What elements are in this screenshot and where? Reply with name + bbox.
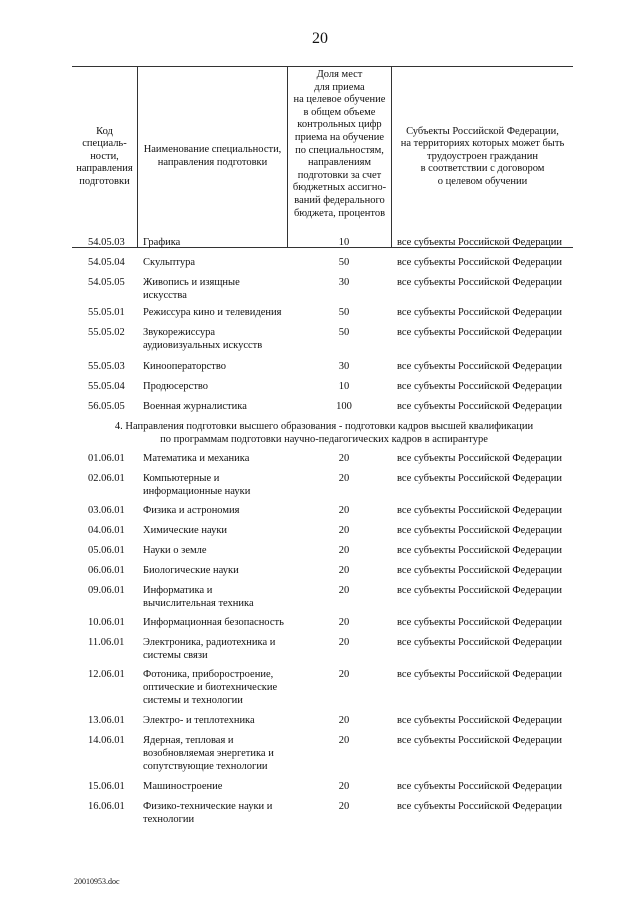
row-share: 20	[338, 669, 350, 680]
row-code: 55.05.03	[88, 361, 125, 372]
table-row	[0, 734, 640, 780]
table-row	[0, 326, 640, 360]
table-row	[0, 800, 640, 824]
table-row	[0, 276, 640, 306]
row-code: 11.06.01	[88, 637, 125, 648]
row-share: 20	[338, 525, 350, 536]
row-code: 56.05.05	[88, 401, 125, 412]
table-row	[0, 504, 640, 524]
table-row	[0, 668, 640, 714]
row-name: Живопись и изящные искусства	[143, 277, 240, 301]
row-regions: все субъекты Российской Федерации	[397, 401, 562, 412]
row-code: 55.05.02	[88, 327, 125, 338]
table-row	[0, 616, 640, 636]
row-code: 04.06.01	[88, 525, 125, 536]
row-regions: все субъекты Российской Федерации	[397, 565, 562, 576]
page-number: 20	[312, 30, 328, 47]
header-regions: Субъекты Российской Федерации, на территориях которых может быть трудоустроен гражданин в соответствии с договором о целевом обучении	[400, 125, 565, 187]
row-name: Физика и астрономия	[143, 505, 240, 516]
table-header	[72, 66, 573, 248]
row-name: Скульптура	[143, 257, 196, 268]
row-code: 01.06.01	[88, 453, 125, 464]
row-regions: все субъекты Российской Федерации	[397, 473, 562, 484]
row-name: Режиссура кино и телевидения	[143, 307, 282, 318]
row-share: 30	[338, 277, 350, 288]
row-code: 10.06.01	[88, 617, 125, 628]
table-row	[0, 360, 640, 380]
row-code: 54.05.04	[88, 257, 125, 268]
row-name: Машиностроение	[143, 781, 223, 792]
table-row	[0, 524, 640, 544]
table-row	[0, 780, 640, 800]
row-name: Информационная безопасность	[143, 617, 284, 628]
row-name: Звукорежиссура аудиовизуальных искусств	[143, 327, 263, 351]
row-code: 55.05.04	[88, 381, 125, 392]
row-share: 20	[338, 735, 350, 746]
row-code: 13.06.01	[88, 715, 125, 726]
row-code: 16.06.01	[88, 801, 125, 812]
row-name: Электро- и теплотехника	[143, 715, 255, 726]
table-row	[0, 564, 640, 584]
row-name: Химические науки	[143, 525, 228, 536]
row-code: 12.06.01	[88, 669, 125, 680]
row-regions: все субъекты Российской Федерации	[397, 617, 562, 628]
row-code: 15.06.01	[88, 781, 125, 792]
row-regions: все субъекты Российской Федерации	[397, 545, 562, 556]
row-share: 20	[338, 473, 350, 484]
row-code: 54.05.05	[88, 277, 125, 288]
row-share: 20	[338, 505, 350, 516]
row-regions: все субъекты Российской Федерации	[397, 585, 562, 596]
row-share: 20	[338, 715, 350, 726]
row-share: 20	[338, 637, 350, 648]
table-row	[0, 306, 640, 326]
row-regions: все субъекты Российской Федерации	[397, 781, 562, 792]
table-row	[0, 400, 640, 420]
row-share: 20	[338, 801, 350, 812]
row-code: 06.06.01	[88, 565, 125, 576]
header-code: Код специаль- ности, направления подготовки	[72, 67, 138, 247]
row-share: 20	[338, 617, 350, 628]
document-filename: 20010953.doc	[74, 877, 120, 886]
row-code: 05.06.01	[88, 545, 125, 556]
row-regions: все субъекты Российской Федерации	[397, 277, 562, 288]
row-regions: все субъекты Российской Федерации	[397, 505, 562, 516]
row-share: 100	[336, 401, 352, 412]
row-regions: все субъекты Российской Федерации	[397, 327, 562, 338]
row-name: Электроника, радиотехника и системы связи	[143, 637, 276, 661]
table-row	[0, 636, 640, 668]
row-regions: все субъекты Российской Федерации	[397, 735, 562, 746]
row-share: 10	[338, 237, 350, 248]
row-regions: все субъекты Российской Федерации	[397, 525, 562, 536]
row-share: 50	[338, 307, 350, 318]
row-regions: все субъекты Российской Федерации	[397, 801, 562, 812]
row-name: Информатика и вычислительная техника	[143, 585, 254, 609]
table-row	[0, 452, 640, 472]
row-name: Физико-технические науки и технологии	[143, 801, 273, 825]
table-row	[0, 714, 640, 734]
table-row	[0, 544, 640, 564]
row-share: 20	[338, 545, 350, 556]
section-title: 4. Направления подготовки высшего образования - подготовки кадров высшей квалификации по программам подготовки научно-педагогических кадров в аспирантуре	[114, 421, 534, 445]
header-name: Наименование специальности, направления подготовки	[138, 67, 288, 247]
row-name: Математика и механика	[143, 453, 250, 464]
row-regions: все субъекты Российской Федерации	[397, 453, 562, 464]
row-name: Военная журналистика	[143, 401, 247, 412]
row-code: 54.05.03	[88, 237, 125, 248]
row-share: 20	[338, 585, 350, 596]
header-share: Доля мест для приема на целевое обучение в общем объеме контрольных цифр приема на обучение по специальностям, направлениям подготовки за счет бюджетных ассигно- ваний федерального бюджета, процентов	[288, 67, 392, 247]
row-share: 20	[338, 781, 350, 792]
row-name: Кинооператорство	[143, 361, 226, 372]
row-share: 20	[338, 565, 350, 576]
row-share: 30	[338, 361, 350, 372]
row-regions: все субъекты Российской Федерации	[397, 237, 562, 248]
row-code: 03.06.01	[88, 505, 125, 516]
row-regions: все субъекты Российской Федерации	[397, 381, 562, 392]
row-name: Компьютерные и информационные науки	[143, 473, 251, 497]
row-regions: все субъекты Российской Федерации	[397, 307, 562, 318]
row-name: Ядерная, тепловая и возобновляемая энергетика и сопутствующие технологии	[143, 735, 274, 772]
row-regions: все субъекты Российской Федерации	[397, 669, 562, 680]
table-row	[0, 380, 640, 400]
table-body	[0, 236, 640, 824]
row-share: 20	[338, 453, 350, 464]
row-name: Продюсерство	[143, 381, 209, 392]
table-row	[0, 236, 640, 256]
row-code: 14.06.01	[88, 735, 125, 746]
table-row	[0, 472, 640, 504]
table-row	[0, 584, 640, 616]
row-regions: все субъекты Российской Федерации	[397, 715, 562, 726]
row-name: Графика	[143, 237, 181, 248]
row-code: 02.06.01	[88, 473, 125, 484]
table-row	[0, 256, 640, 276]
row-code: 09.06.01	[88, 585, 125, 596]
row-name: Биологические науки	[143, 565, 239, 576]
row-name: Науки о земле	[143, 545, 207, 556]
row-share: 50	[338, 327, 350, 338]
row-share: 10	[338, 381, 350, 392]
row-share: 50	[338, 257, 350, 268]
row-regions: все субъекты Российской Федерации	[397, 361, 562, 372]
row-name: Фотоника, приборостроение, оптические и биотехнические системы и технологии	[143, 669, 278, 706]
row-code: 55.05.01	[88, 307, 125, 318]
row-regions: все субъекты Российской Федерации	[397, 257, 562, 268]
row-regions: все субъекты Российской Федерации	[397, 637, 562, 648]
